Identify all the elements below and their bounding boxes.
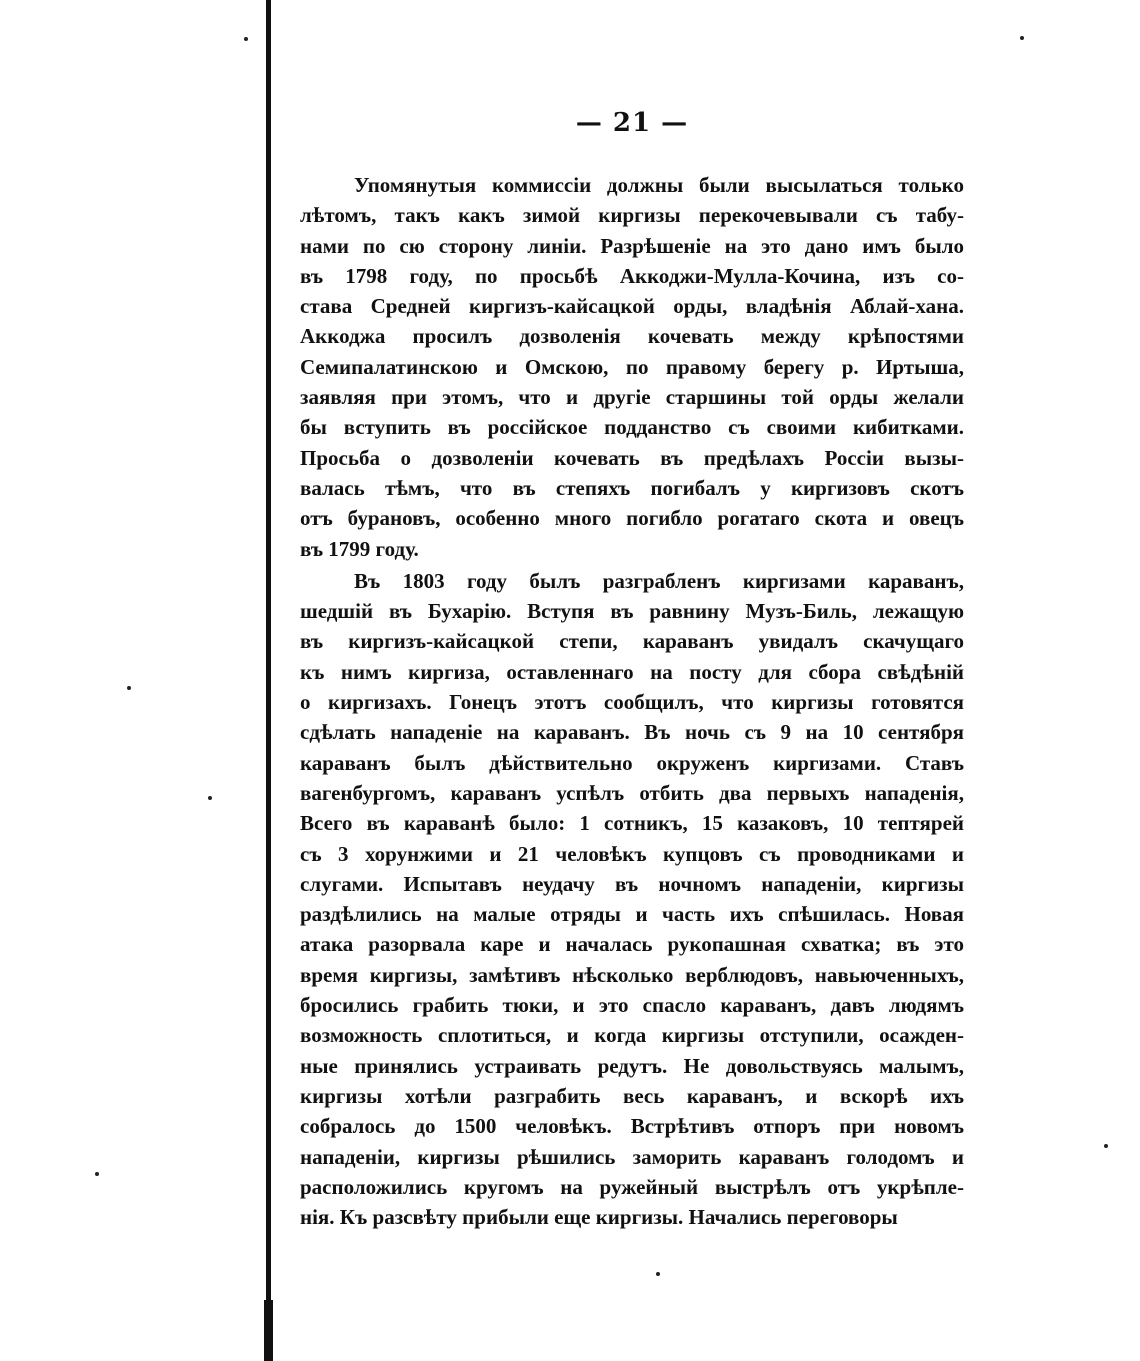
text-line: съ 3 хорунжими и 21 человѣкъ купцовъ съ проводниками и [300, 841, 964, 866]
text-line: раздѣлились на малые отряды и часть ихъ спѣшилась. Новая [300, 902, 964, 927]
text-line: валась тѣмъ, что въ степяхъ погибалъ у киргизовъ скотъ [300, 475, 964, 500]
scan-speck [1020, 36, 1024, 40]
text-line: заявляя при этомъ, что и другіе старшины той орды желали [300, 385, 964, 410]
text-line: отъ бурановъ, особенно много погибло рогатаго скота и овецъ [300, 506, 964, 531]
text-line: вагенбургомъ, караванъ успѣлъ отбить два первыхъ нападенія, [300, 780, 964, 805]
scan-speck [1104, 1144, 1108, 1148]
text-line: слугами. Испытавъ неудачу въ ночномъ нападеніи, киргизы [300, 871, 964, 896]
text-line: Въ 1803 году былъ разграбленъ киргизами караванъ, [354, 568, 964, 593]
paragraph-2 [300, 566, 964, 1233]
text-line: Аккоджа просилъ дозволенія кочевать между крѣпостями [300, 324, 964, 349]
text-line: лѣтомъ, такъ какъ зимой киргизы перекочевывали съ табу- [300, 203, 964, 228]
scan-speck [208, 796, 212, 800]
text-line: въ 1799 году. [300, 536, 419, 561]
text-body [300, 170, 964, 1234]
paragraph-1 [300, 170, 964, 564]
text-line: время киргизы, замѣтивъ нѣсколько верблюдовъ, навьюченныхъ, [300, 962, 964, 987]
text-line: киргизы хотѣли разграбить весь караванъ, и вскорѣ ихъ [300, 1083, 964, 1108]
text-line: въ 1798 году, по просьбѣ Аккоджи-Мулла-Кочина, изъ со- [300, 263, 964, 288]
text-line: караванъ былъ дѣйствительно окруженъ киргизами. Ставъ [300, 750, 964, 775]
text-line: бы вступить въ россійское подданство съ своими кибитками. [300, 415, 964, 440]
text-line: ные принялись устраивать редутъ. Не довольствуясь малымъ, [300, 1053, 964, 1078]
text-line: Упомянутыя коммиссіи должны были высылаться только [354, 173, 964, 197]
text-line: расположились кругомъ на ружейный выстрѣлъ отъ укрѣпле- [300, 1174, 964, 1199]
text-line: Всего въ караванѣ было: 1 сотникъ, 15 казаковъ, 10 тептярей [300, 811, 964, 836]
text-line: Семипалатинскою и Омскою, по правому берегу р. Иртыша, [300, 354, 964, 379]
scan-speck [95, 1172, 99, 1176]
text-line: бросились грабить тюки, и это спасло караванъ, давъ людямъ [300, 993, 964, 1018]
text-line: въ киргизъ-кайсацкой степи, караванъ увидалъ скачущаго [300, 629, 964, 654]
text-line: атака разорвала каре и началась рукопашная схватка; въ это [300, 932, 964, 957]
text-line: сдѣлать нападеніе на караванъ. Въ ночь съ 9 на 10 сентября [300, 720, 964, 745]
scan-speck [244, 37, 248, 41]
text-line: Просьба о дозволеніи кочевать въ предѣлахъ Россіи вызы- [300, 445, 964, 470]
text-line: шедшій въ Бухарію. Вступя въ равнину Музъ-Биль, лежащую [300, 599, 964, 624]
text-line: возможность сплотиться, и когда киргизы отступили, осажден- [300, 1023, 964, 1048]
page-number: — 21 — [575, 108, 689, 138]
text-line: собралось до 1500 человѣкъ. Встрѣтивъ отпоръ при новомъ [300, 1114, 964, 1139]
text-line: о киргизахъ. Гонецъ этотъ сообщилъ, что киргизы готовятся [300, 690, 964, 715]
text-line: става Средней киргизъ-кайсацкой орды, владѣнія Аблай-хана. [300, 294, 964, 319]
binding-edge-line [266, 0, 271, 1361]
scan-speck [656, 1272, 660, 1276]
binding-edge-shadow [264, 1300, 273, 1361]
text-line: нія. Къ разсвѣту прибыли еще киргизы. Начались переговоры [300, 1205, 898, 1230]
text-line: нами по сю сторону линіи. Разрѣшеніе на это дано имъ было [300, 233, 964, 258]
text-line: къ нимъ киргиза, оставленнаго на посту для сбора свѣдѣній [300, 659, 964, 684]
scan-speck [127, 686, 131, 690]
text-line: нападеніи, киргизы рѣшились заморить караванъ голодомъ и [300, 1144, 964, 1169]
